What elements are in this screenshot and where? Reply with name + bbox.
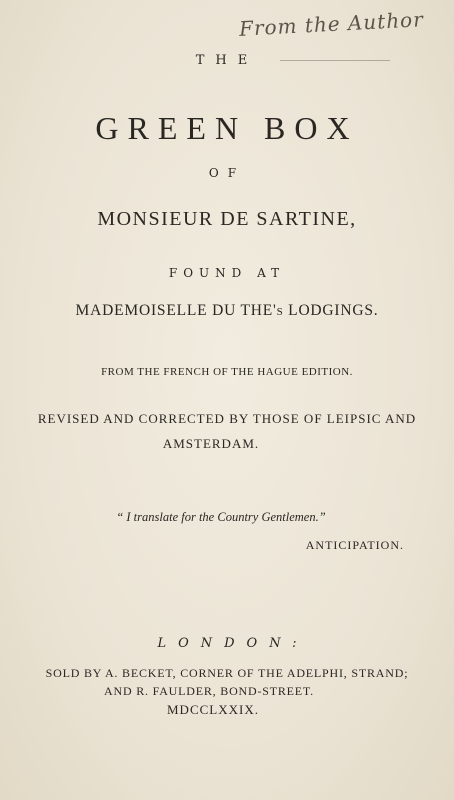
revision-note-line1: REVISED AND CORRECTED BY THOSE OF LEIPSIC AND: [37, 411, 417, 426]
imprint-place: LONDON:: [157, 636, 309, 651]
epigraph-attribution: ANTICIPATION.: [305, 538, 404, 552]
revision-note-line2: AMSTERDAM.: [162, 436, 260, 451]
of-line: OF: [208, 166, 246, 180]
imprint-date: MDCCLXXIX.: [167, 702, 259, 717]
subtitle-monsieur: MONSIEUR DE SARTINE,: [97, 208, 357, 230]
epigraph: “ I translate for the Country Gentlemen.”: [116, 510, 326, 524]
subtitle-mademoiselle: MADEMOISELLE DU THE's LODGINGS.: [75, 302, 379, 319]
translation-note: FROM THE FRENCH OF THE HAGUE EDITION.: [101, 366, 353, 378]
book-title: GREEN BOX: [95, 110, 359, 146]
imprint-publisher-line1: SOLD BY A. BECKET, CORNER OF THE ADELPHI, STRAND;: [45, 666, 409, 680]
the-line: THE: [195, 53, 259, 68]
handwritten-inscription: From the Author: [238, 7, 425, 41]
imprint-publisher-line2: AND R. FAULDER, BOND-STREET.: [104, 684, 314, 698]
found-at-line: FOUND AT: [168, 266, 286, 280]
